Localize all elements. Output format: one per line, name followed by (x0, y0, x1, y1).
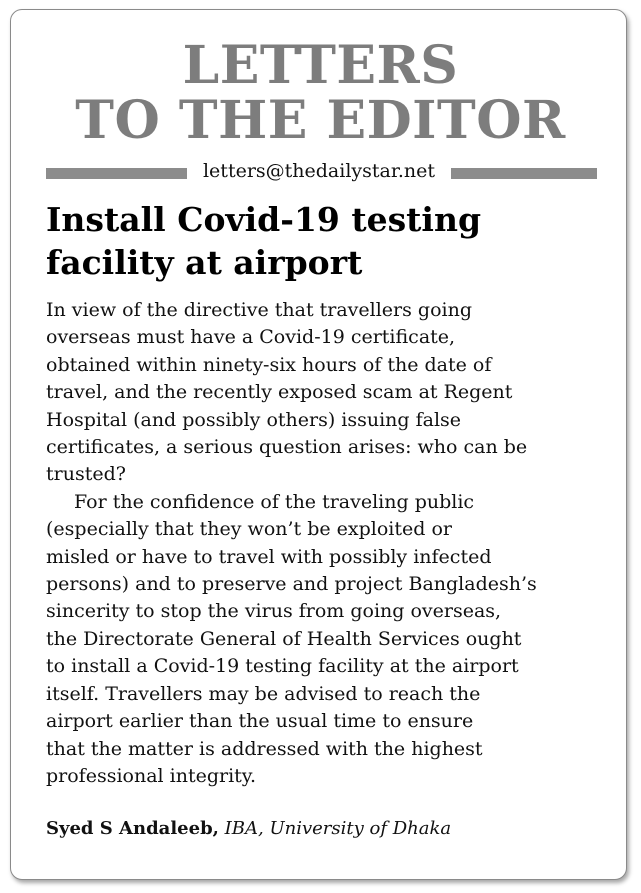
body-line: misled or have to travel with possibly infected (46, 545, 492, 568)
headline-line: Install Covid-19 testing (46, 200, 482, 239)
body-line: airport earlier than the usual time to ensure (46, 710, 474, 733)
letter-body (46, 297, 606, 790)
body-line: the Directorate General of Health Services ought (46, 627, 522, 650)
body-line: that the matter is addressed with the highest (46, 737, 483, 760)
body-line: professional integrity. (46, 764, 257, 787)
author-name: Syed S Andaleeb, (46, 818, 219, 839)
body-line: For the confidence of the traveling public (74, 490, 475, 513)
headline-line: facility at airport (46, 243, 363, 282)
body-line: overseas must have a Covid-19 certificate, (46, 326, 456, 349)
editor-email: letters@thedailystar.net (202, 160, 436, 182)
masthead-rule-left (46, 168, 187, 179)
letter-signature (46, 818, 606, 839)
body-line: Hospital (and possibly others) issuing false (46, 408, 462, 431)
body-line: travel, and the recently exposed scam at Regent (46, 381, 513, 404)
body-line: obtained within ninety-six hours of the date of (46, 353, 492, 376)
body-line: trusted? (46, 463, 126, 486)
letter-paragraph-2 (46, 489, 606, 790)
body-line: certificates, a serious question arises: who can be (46, 436, 528, 459)
body-line: (especially that they won’t be exploited or (46, 518, 452, 541)
body-line: persons) and to preserve and project Bangladesh’s (46, 573, 537, 596)
masthead-title-line1: LETTERS (182, 35, 459, 96)
masthead-title-line2: TO THE EDITOR (75, 90, 566, 151)
body-line: sincerity to stop the virus from going overseas, (46, 600, 502, 623)
body-line: itself. Travellers may be advised to reach the (46, 682, 481, 705)
letter-headline (46, 198, 606, 284)
masthead-rule-right (451, 168, 597, 179)
body-line: In view of the directive that travellers going (46, 299, 472, 321)
letter-paragraph-1 (46, 297, 606, 489)
author-affiliation: IBA, University of Dhaka (224, 818, 452, 839)
body-line: to install a Covid-19 testing facility at the airport (46, 655, 519, 678)
